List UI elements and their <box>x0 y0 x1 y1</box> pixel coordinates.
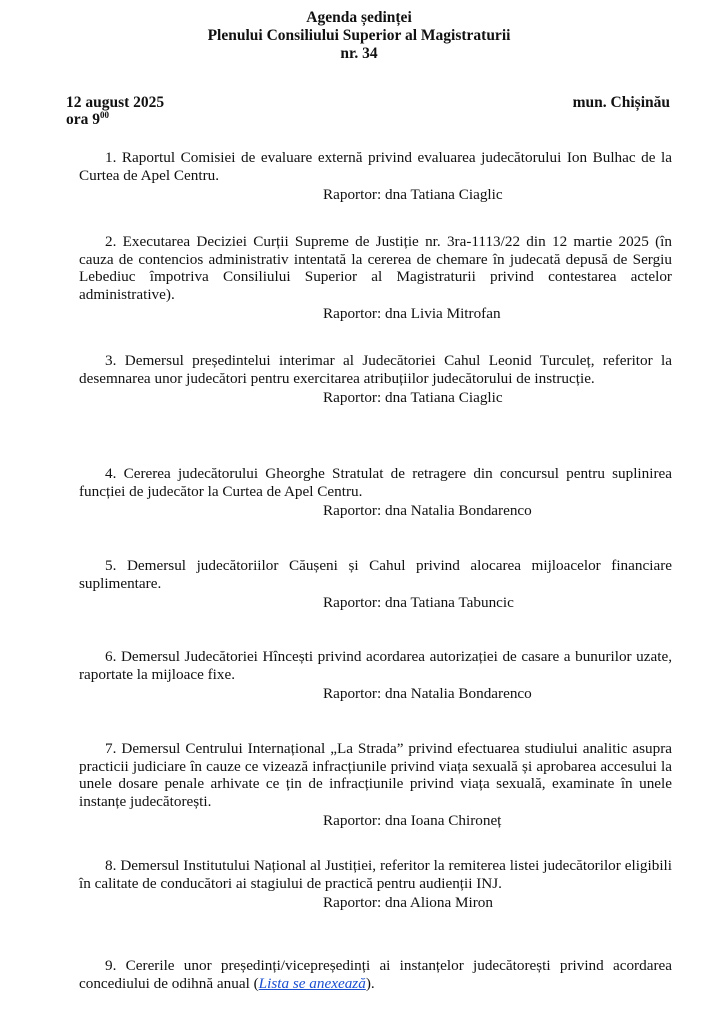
agenda-item-8 <box>79 857 672 912</box>
header-number: nr. 34 <box>340 45 378 62</box>
agenda-item-text: 8. Demersul Institutului Național al Justiției, referitor la remiterea listei judecătorilor eligibili în calitate de conducători ai stagiului de practică pentru audienții INJ. <box>79 857 672 892</box>
agenda-item-7 <box>79 740 672 830</box>
agenda-item-raportor: Raportor: dna Natalia Bondarenco <box>323 502 532 519</box>
agenda-item-text <box>79 957 672 992</box>
agenda-item-text: 2. Executarea Deciziei Curții Supreme de Justiție nr. 3ra-1113/22 din 12 martie 2025 (în cauza de contencios administrativ intentată la cererea de chemare în judecată depusă de Sergiu Lebediuc împotriva Consiliului Superior al Magistraturii privind contestarea actelor administrative). <box>79 233 672 303</box>
annex-link-close: ). <box>365 974 375 992</box>
agenda-item-raportor: Raportor: dna Natalia Bondarenco <box>323 685 532 702</box>
agenda-item-raportor: Raportor: dna Tatiana Ciaglic <box>323 389 503 406</box>
agenda-item-raportor: Raportor: dna Tatiana Ciaglic <box>323 186 503 203</box>
agenda-item-raportor: Raportor: dna Tatiana Tabuncic <box>323 594 514 611</box>
agenda-item-1 <box>79 149 672 204</box>
document-header <box>0 9 718 63</box>
annex-link-open: ( <box>253 974 259 992</box>
agenda-item-raportor: Raportor: dna Aliona Miron <box>323 894 493 911</box>
meeting-place: mun. Chișinău <box>572 94 670 111</box>
agenda-item-raportor: Raportor: dna Ioana Chironeț <box>323 812 502 829</box>
agenda-item-text: 1. Raportul Comisiei de evaluare externă privind evaluarea judecătorului Ion Bulhac de la Curtea de Apel Centru. <box>79 149 672 184</box>
agenda-item-raportor: Raportor: dna Livia Mitrofan <box>323 305 501 322</box>
meeting-date: 12 august 2025 <box>66 94 165 111</box>
agenda-item-9 <box>79 957 672 992</box>
agenda-item-text: 3. Demersul președintelui interimar al Judecătoriei Cahul Leonid Turculeț, referitor la desemnarea unor judecători pentru exercitarea atribuțiilor judecătorului de instrucție. <box>79 352 672 387</box>
agenda-item-2 <box>79 233 672 323</box>
meeting-time-hour: ora 9 <box>66 111 101 128</box>
agenda-item-text: 7. Demersul Centrului Internațional „La Strada” privind efectuarea studiului analitic asupra practicii judiciare în cauze ce vizează infracțiunile privind viața sexuală și aprobarea accesului la unele dosare penale arhivate ce țin de infracțiunile privind viața sexuală, examinate în unele instanțe judecătorești. <box>79 740 672 810</box>
annex-list-link[interactable]: Lista se anexează <box>258 974 366 992</box>
meeting-time-minutes: 00 <box>100 110 110 120</box>
agenda-item-text: 6. Demersul Judecătoriei Hîncești privind acordarea autorizației de casare a bunurilor uzate, raportate la mijloace fixe. <box>79 648 672 683</box>
agenda-item-text: 5. Demersul judecătoriilor Căușeni și Cahul privind alocarea mijloacelor financiare suplimentare. <box>79 557 672 592</box>
agenda-item-text: 4. Cererea judecătorului Gheorghe Stratulat de retragere din concursul pentru suplinirea funcției de judecător la Curtea de Apel Centru. <box>79 465 672 500</box>
agenda-item-5 <box>79 557 672 612</box>
agenda-item-4 <box>79 465 672 520</box>
agenda-item-9-text: 9. Cererile unor președinți/vicepreședinți ai instanțelor judecătorești privind acordarea concediului de odihnă anual <box>79 957 672 992</box>
agenda-item-3 <box>79 352 672 407</box>
header-subtitle: Plenului Consiliului Superior al Magistraturii <box>207 27 511 44</box>
meeting-time <box>66 111 109 128</box>
header-title: Agenda ședinței <box>306 9 412 26</box>
agenda-item-6 <box>79 648 672 703</box>
